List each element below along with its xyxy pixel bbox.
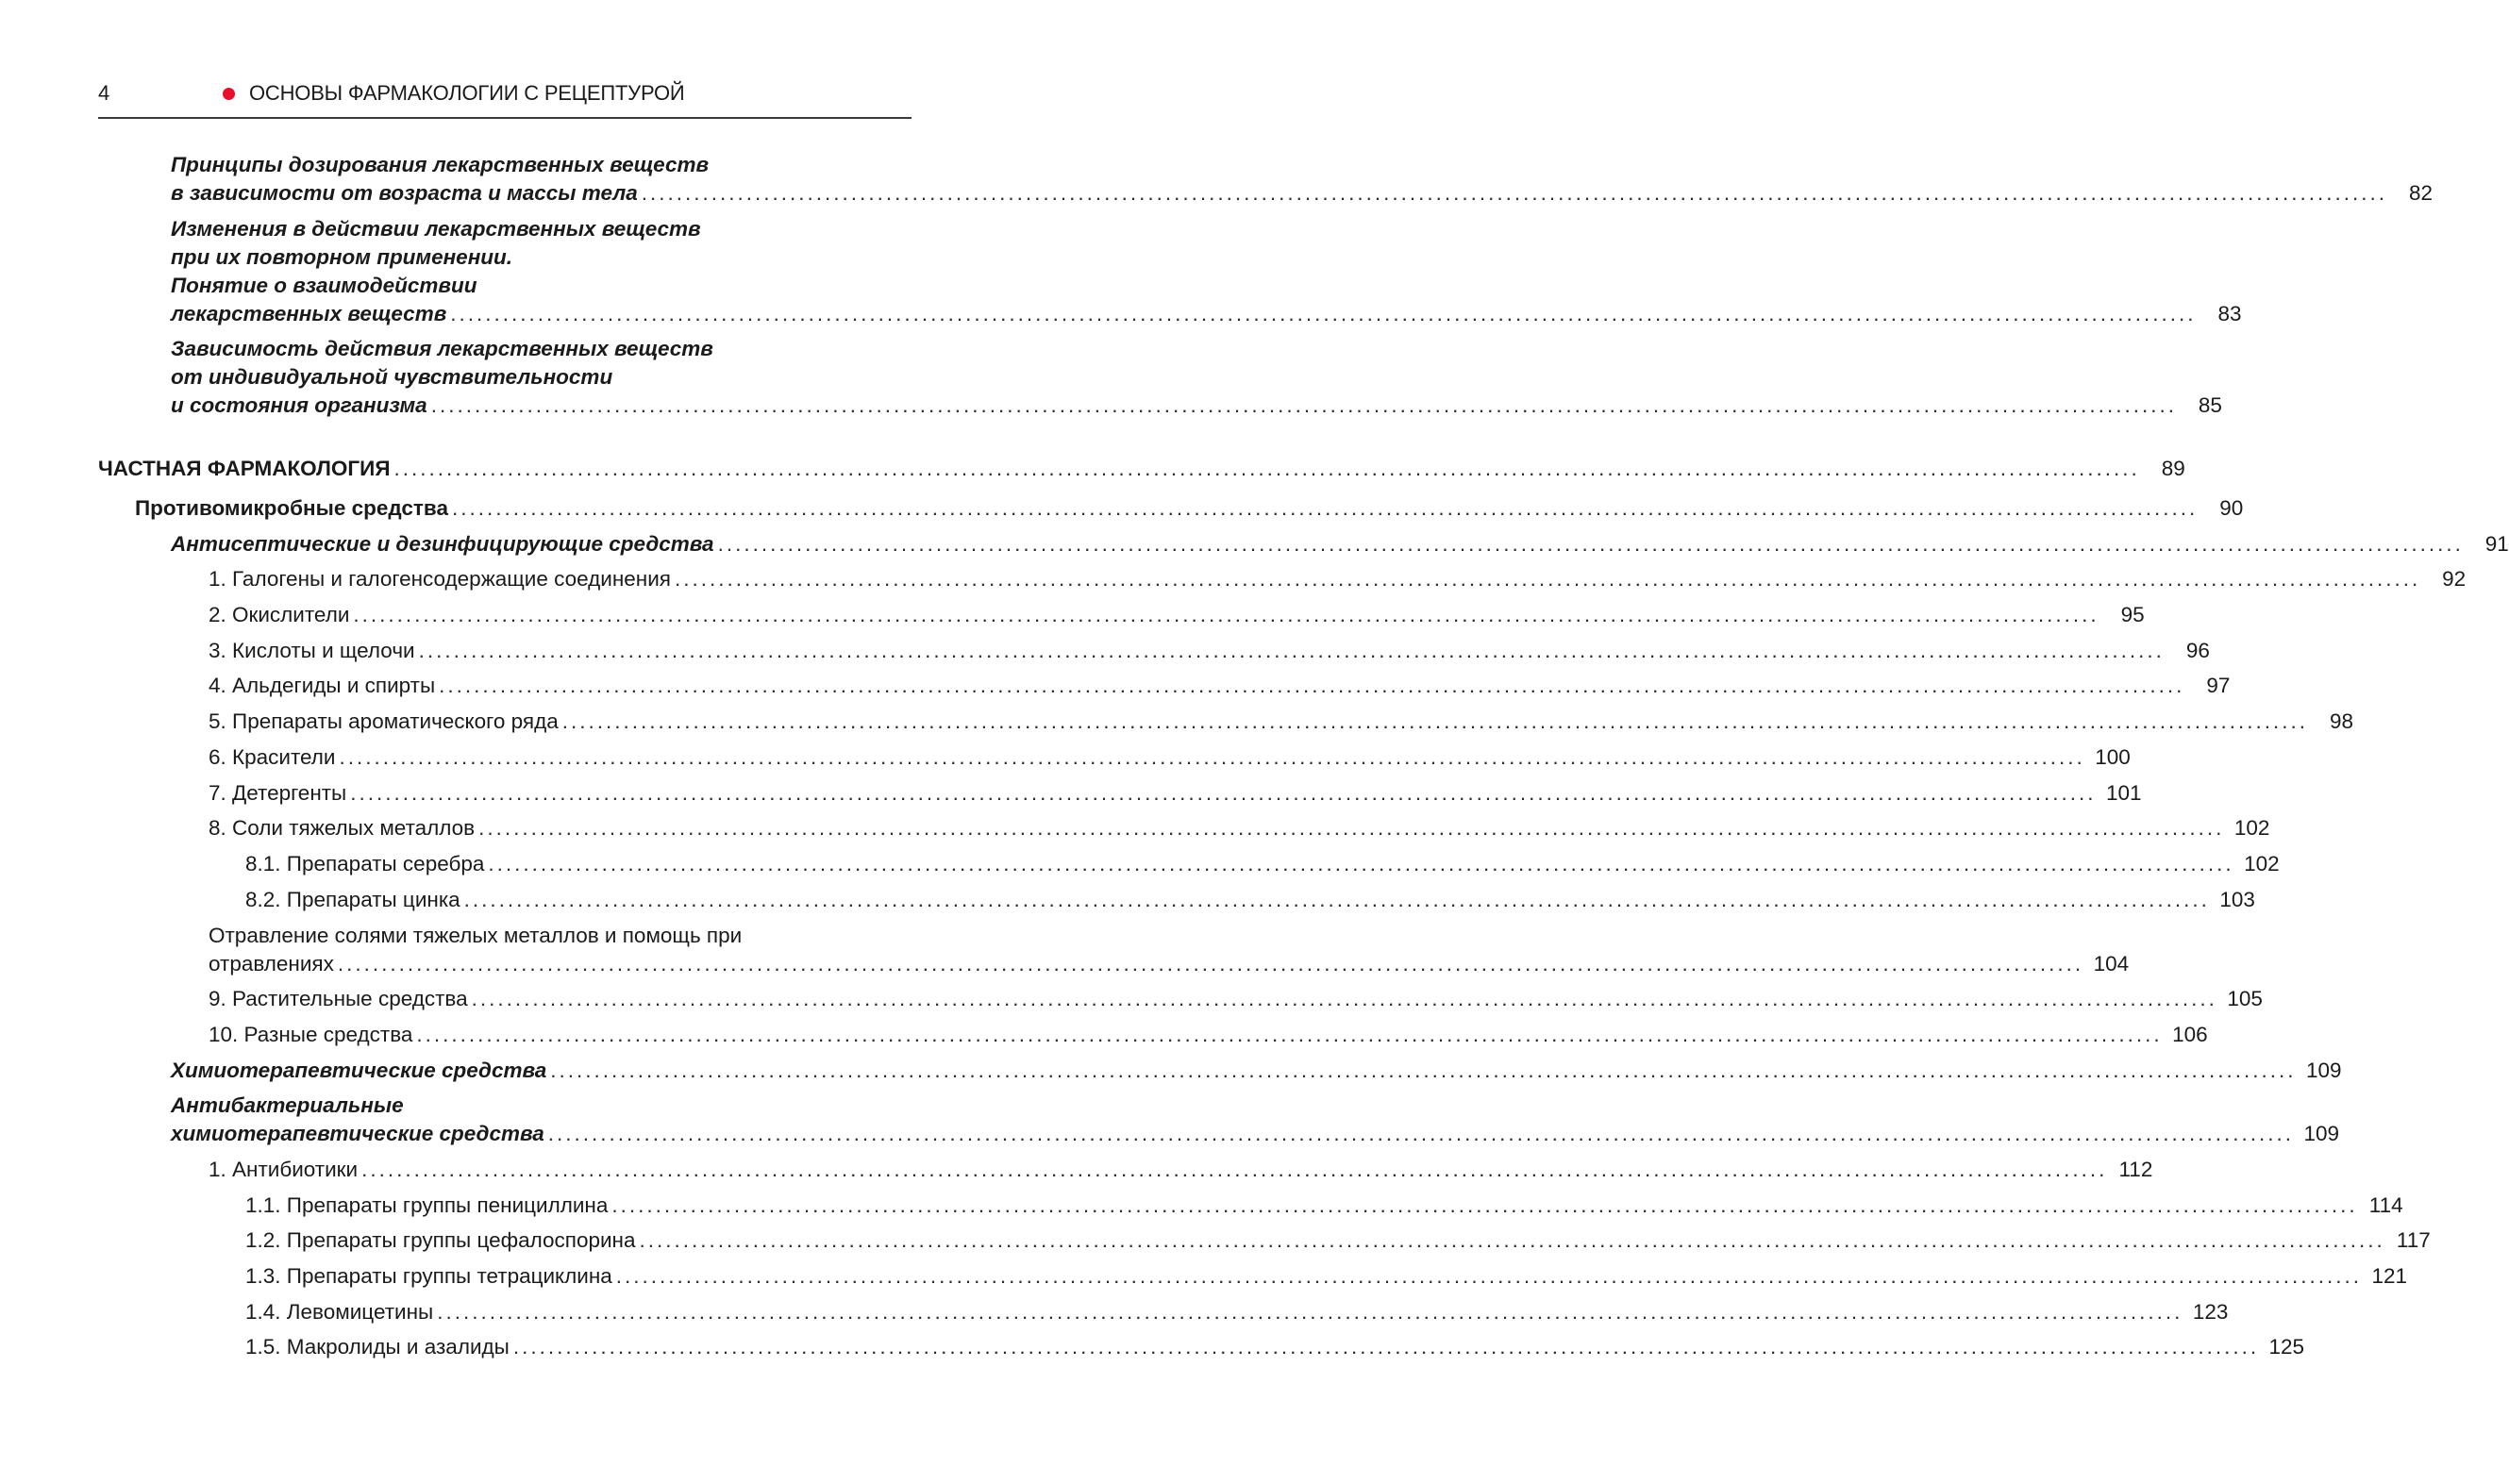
dot-leader: ........................................................................................................................................................................................................ <box>717 532 2464 556</box>
toc-entry-text: в зависимости от возраста и массы тела <box>171 181 638 205</box>
toc-entry <box>209 672 2231 700</box>
toc-entry-text: Изменения в действии лекарственных веществ <box>171 217 701 241</box>
toc-entry-text: 6. Красители <box>209 745 336 769</box>
toc-page-number: 95 <box>2120 603 2145 626</box>
toc-entry-text: отравлениях <box>209 952 334 975</box>
dot-leader: ........................................................................................................................................................................................................ <box>451 496 2199 520</box>
toc-entry-text: 9. Растительные средства <box>209 987 468 1010</box>
dot-leader: ........................................................................................................................................................................................................ <box>350 781 2097 805</box>
toc-entry-text: 1.1. Препараты группы пенициллина <box>245 1193 609 1217</box>
dot-leader: ........................................................................................................................................................................................................ <box>393 457 2140 480</box>
toc-entry-text: Отравление солями тяжелых металлов и помощь при <box>209 924 743 947</box>
dot-leader: ........................................................................................................................................................................................................ <box>339 745 2085 769</box>
toc-entry <box>209 565 2467 593</box>
toc-page-number: 96 <box>2185 639 2210 662</box>
dot-leader: ........................................................................................................................................................................................................ <box>439 674 2185 697</box>
dot-leader: ........................................................................................................................................................................................................ <box>450 302 2197 325</box>
toc-entry-text: химиотерапевтические средства <box>171 1122 544 1145</box>
toc-entry <box>209 601 2145 629</box>
toc-entry <box>245 850 2280 878</box>
dot-leader: ........................................................................................................................................................................................................ <box>674 567 2421 591</box>
toc-entry-text: Принципы дозирования лекарственных веществ <box>171 153 710 176</box>
toc-entry-text: 1.5. Макролиды и азалиды <box>245 1335 510 1359</box>
toc-entry-text: и состояния организма <box>171 393 427 417</box>
toc-page-number: 92 <box>2442 567 2467 591</box>
toc-page-number: 114 <box>2368 1193 2403 1217</box>
toc-page-number: 109 <box>2305 1059 2342 1082</box>
dot-leader: ........................................................................................................................................................................................................ <box>641 181 2388 205</box>
toc-entry <box>171 215 2242 328</box>
dot-leader: ........................................................................................................................................................................................................ <box>353 603 2099 626</box>
toc-entry <box>209 637 2210 665</box>
toc-page-number: 117 <box>2396 1228 2431 1252</box>
toc-entry-text: при их повторном применении. <box>171 245 513 269</box>
dot-leader: ........................................................................................................................................................................................................ <box>547 1122 2295 1145</box>
toc-entry-text: Антисептические и дезинфицирующие средства <box>171 532 714 556</box>
toc-page-number: 103 <box>2219 888 2255 911</box>
toc-entry-text: 8. Соли тяжелых металлов <box>209 816 476 840</box>
running-title: ОСНОВЫ ФАРМАКОЛОГИИ С РЕЦЕПТУРОЙ <box>249 81 685 105</box>
dot-leader: ........................................................................................................................................................................................................ <box>437 1300 2183 1324</box>
toc-entry-text: Химиотерапевтические средства <box>171 1059 547 1082</box>
toc-page-number: 90 <box>2219 496 2244 520</box>
toc-entry-text: 7. Детергенты <box>209 781 347 805</box>
toc-entry <box>171 530 2509 559</box>
toc-entry <box>209 1021 2208 1049</box>
toc-entry <box>171 335 2222 420</box>
red-bullet-icon <box>223 88 235 100</box>
toc-entry-text: Понятие о взаимодействии <box>171 274 477 297</box>
toc-entry-text: 8.2. Препараты цинка <box>245 888 460 911</box>
toc-page-number: 101 <box>2105 781 2142 805</box>
toc-page-number: 83 <box>2217 302 2242 325</box>
toc-page-number: 102 <box>2233 816 2270 840</box>
toc-page-number: 97 <box>2206 674 2231 697</box>
page-number: 4 <box>98 81 110 105</box>
toc-entry <box>171 1092 2340 1148</box>
toc-page-number: 85 <box>2198 393 2222 417</box>
toc-entry-text: Антибактериальные <box>171 1093 404 1117</box>
running-header <box>98 79 912 119</box>
dot-leader: ........................................................................................................................................................................................................ <box>471 987 2217 1010</box>
toc-entry <box>135 494 2244 523</box>
dot-leader: ........................................................................................................................................................................................................ <box>430 393 2177 417</box>
dot-leader: ........................................................................................................................................................................................................ <box>550 1059 2297 1082</box>
toc-entry-text: 1.2. Препараты группы цефалоспорина <box>245 1228 636 1252</box>
toc-entry-text: 1.4. Левомицетины <box>245 1300 434 1324</box>
dot-leader: ........................................................................................................................................................................................................ <box>639 1228 2385 1252</box>
toc-page-number: 98 <box>2329 709 2353 733</box>
dot-leader: ........................................................................................................................................................................................................ <box>418 639 2165 662</box>
toc-page-number: 91 <box>2484 532 2509 556</box>
toc-entry <box>245 1192 2403 1220</box>
toc-entry-text: 1. Антибиотики <box>209 1158 359 1181</box>
dot-leader: ........................................................................................................................................................................................................ <box>615 1264 2363 1288</box>
toc-entry <box>245 1333 2305 1361</box>
dot-leader: ........................................................................................................................................................................................................ <box>488 852 2234 875</box>
toc-entry-text: 1. Галогены и галогенсодержащие соединения <box>209 567 671 591</box>
dot-leader: ........................................................................................................................................................................................................ <box>463 888 2210 911</box>
dot-leader: ........................................................................................................................................................................................................ <box>611 1193 2358 1217</box>
toc-entry <box>245 1262 2408 1291</box>
toc-entry-text: 8.1. Препараты серебра <box>245 852 485 875</box>
toc-page-number: 121 <box>2371 1264 2408 1288</box>
toc-entry <box>171 1057 2342 1085</box>
toc-entry-text: Зависимость действия лекарственных веществ <box>171 337 713 360</box>
dot-leader: ........................................................................................................................................................................................................ <box>512 1335 2260 1359</box>
toc-entry <box>209 708 2353 736</box>
toc-page-number: 89 <box>2161 457 2185 480</box>
toc-entry-text: 3. Кислоты и щелочи <box>209 639 415 662</box>
toc-entry <box>209 1156 2153 1184</box>
dot-leader: ........................................................................................................................................................................................................ <box>337 952 2084 975</box>
toc-entry-text: 10. Разные средства <box>209 1023 413 1046</box>
toc-page-number: 100 <box>2095 745 2131 769</box>
toc-page-number: 106 <box>2172 1023 2208 1046</box>
toc-entry <box>245 1226 2431 1255</box>
toc-entry-text: от индивидуальной чувствительности <box>171 365 613 389</box>
toc-page-number: 112 <box>2118 1158 2153 1181</box>
toc-page-number: 109 <box>2303 1122 2340 1145</box>
toc-entry-text: 4. Альдегиды и спирты <box>209 674 436 697</box>
toc-page-number: 105 <box>2227 987 2263 1010</box>
toc-entry <box>98 455 2185 483</box>
toc-entry-text: Противомикробные средства <box>135 496 448 520</box>
toc-entry <box>209 743 2131 772</box>
toc-page-number: 102 <box>2244 852 2280 875</box>
toc-entry-text: 2. Окислители <box>209 603 350 626</box>
toc-entry-text: 5. Препараты ароматического ряда <box>209 709 559 733</box>
toc-entry-text: 1.3. Препараты группы тетрациклина <box>245 1264 612 1288</box>
toc-page-number: 125 <box>2268 1335 2305 1359</box>
toc-entry <box>209 985 2263 1013</box>
toc-entry-text: лекарственных веществ <box>171 302 447 325</box>
toc-entry-text: ЧАСТНАЯ ФАРМАКОЛОГИЯ <box>98 457 391 480</box>
dot-leader: ........................................................................................................................................................................................................ <box>361 1158 2108 1181</box>
toc-page-number: 123 <box>2192 1300 2229 1324</box>
toc-entry <box>171 151 2434 208</box>
dot-leader: ........................................................................................................................................................................................................ <box>478 816 2225 840</box>
dot-leader: ........................................................................................................................................................................................................ <box>561 709 2308 733</box>
toc-entry <box>245 1298 2229 1326</box>
toc-entry <box>209 779 2142 808</box>
toc-page-number: 82 <box>2409 181 2434 205</box>
toc-entry <box>209 922 2130 978</box>
dot-leader: ........................................................................................................................................................................................................ <box>416 1023 2163 1046</box>
toc-entry <box>245 886 2255 914</box>
toc-entry <box>209 814 2270 842</box>
toc-page-number: 104 <box>2093 952 2130 975</box>
